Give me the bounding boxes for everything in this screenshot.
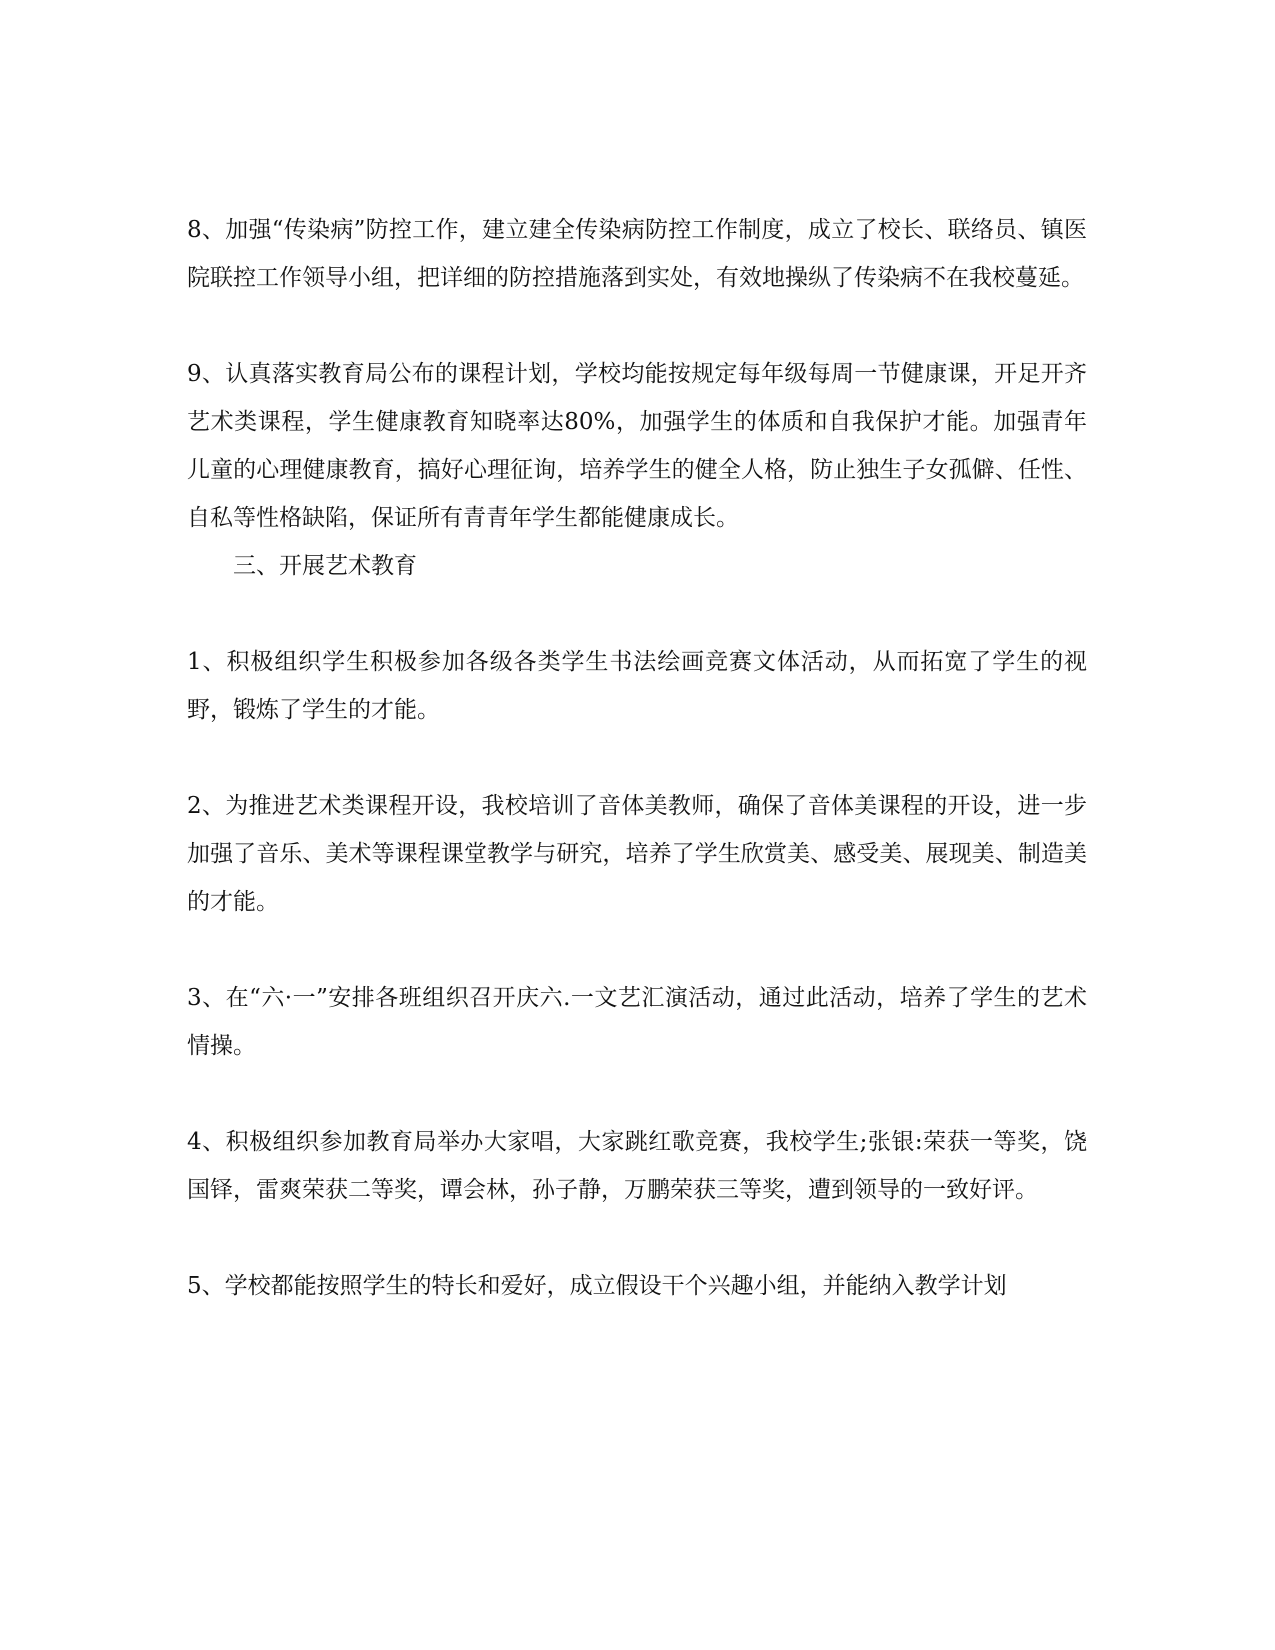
paragraph-art-4: 4、积极组织参加教育局举办大家唱，大家跳红歌竞赛，我校学生;张银:荣获一等奖，饶国铎，雷爽荣获二等奖，谭会林，孙子静，万鹏荣获三等奖，遭到领导的一致好评。	[187, 1129, 1087, 1203]
document-body	[187, 206, 1087, 1310]
paragraph-9: 9、认真落实教育局公布的课程计划，学校均能按规定每年级每周一节健康课，开足开齐艺术类课程，学生健康教育知晓率达80%，加强学生的体质和自我保护才能。加强青年儿童的心理健康教育，搞好心理征询，培养学生的健全人格，防止独生子女孤僻、任性、自私等性格缺陷，保证所有青青年学生都能健康成长。	[187, 361, 1087, 531]
paragraph-art-5: 5、学校都能按照学生的特长和爱好，成立假设干个兴趣小组，并能纳入教学计划	[187, 1273, 1007, 1299]
section-heading-art-education: 三、开展艺术教育	[233, 553, 417, 579]
paragraph-art-2: 2、为推进艺术类课程开设，我校培训了音体美教师，确保了音体美课程的开设，进一步加强了音乐、美术等课程课堂教学与研究，培养了学生欣赏美、感受美、展现美、制造美的才能。	[187, 793, 1087, 915]
paragraph-art-1: 1、积极组织学生积极参加各级各类学生书法绘画竞赛文体活动，从而拓宽了学生的视野，锻炼了学生的才能。	[187, 649, 1087, 723]
paragraph-art-3: 3、在“六·一”安排各班组织召开庆六.一文艺汇演活动，通过此活动，培养了学生的艺术情操。	[187, 985, 1087, 1059]
paragraph-8: 8、加强“传染病”防控工作，建立建全传染病防控工作制度，成立了校长、联络员、镇医院联控工作领导小组，把详细的防控措施落到实处，有效地操纵了传染病不在我校蔓延。	[187, 217, 1087, 291]
